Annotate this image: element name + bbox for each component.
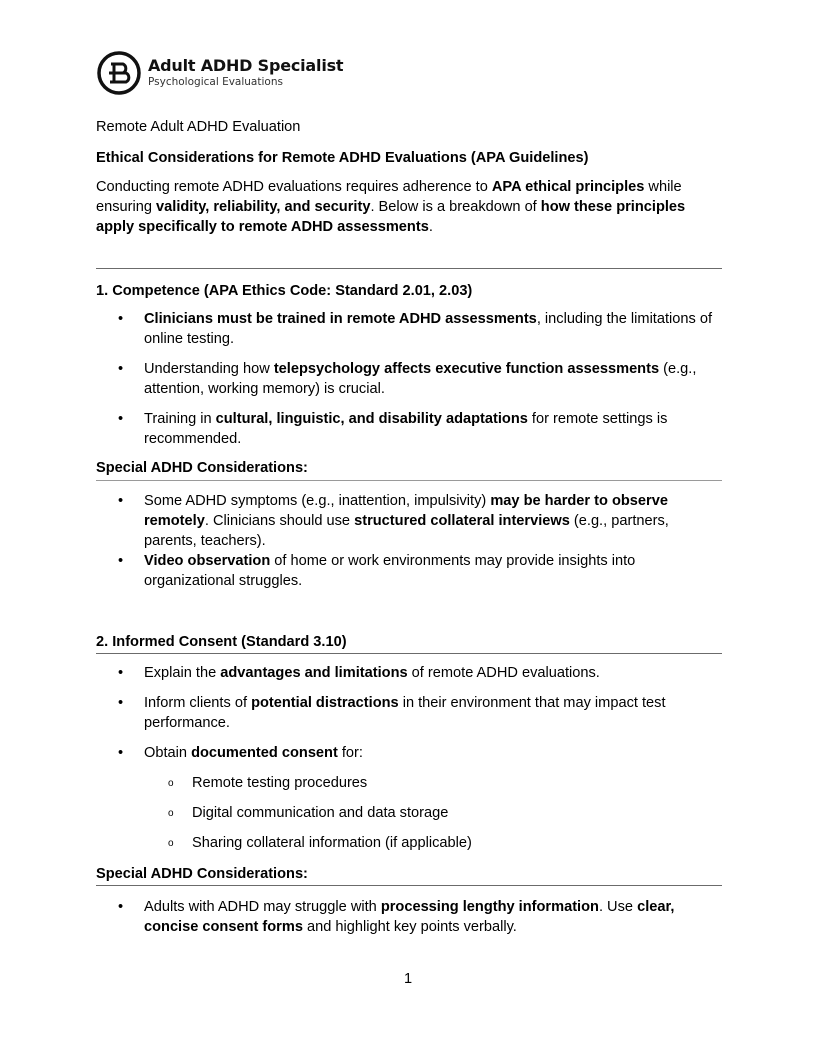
- document-title: Remote Adult ADHD Evaluation: [96, 119, 301, 135]
- special-considerations-list: [96, 897, 722, 937]
- list-item-text: [144, 899, 674, 935]
- text-run: , including the limitations of online testing.: [144, 311, 713, 347]
- text-run: while ensuring: [96, 179, 682, 215]
- hollow-bullet-icon: o: [168, 838, 174, 849]
- list-item: [96, 491, 722, 551]
- company-logo: [96, 48, 343, 98]
- bullet-icon: •: [118, 311, 124, 327]
- list-item: [96, 409, 722, 449]
- section-heading-competence: 1. Competence (APA Ethics Code: Standard 2.01, 2.03): [96, 283, 473, 299]
- logo-title: Adult ADHD Specialist: [148, 56, 344, 76]
- list-item: [96, 551, 722, 591]
- section-heading-informed-consent: 2. Informed Consent (Standard 3.10): [96, 634, 347, 650]
- text-run: . Below is a breakdown of: [370, 199, 541, 215]
- list-item: [96, 309, 722, 349]
- bullet-icon: •: [118, 411, 124, 427]
- text-run: of home or work environments may provide insights into organizational struggles.: [144, 553, 636, 589]
- text-run: (e.g., partners, parents, teachers).: [144, 513, 669, 549]
- bullet-icon: •: [118, 665, 124, 681]
- emphasis-text: validity, reliability, and security: [156, 199, 371, 215]
- emphasis-text: telepsychology affects executive function assessments: [273, 361, 660, 377]
- list-item-text: [144, 665, 600, 681]
- emphasis-text: cultural, linguistic, and disability adaptations: [215, 411, 528, 427]
- list-item: [96, 897, 722, 937]
- text-run: Training in: [144, 411, 216, 427]
- sub-list-item: [96, 773, 722, 793]
- bullet-icon: •: [118, 553, 124, 569]
- list-item: [96, 743, 722, 853]
- emphasis-text: may be harder to observe remotely: [144, 493, 668, 529]
- list-item-text: [144, 311, 712, 347]
- circled-monogram-logo-icon: [96, 50, 142, 96]
- section-divider: [96, 653, 722, 654]
- list-item: [96, 693, 722, 733]
- consent-sub-list: [96, 773, 722, 853]
- main-heading: Ethical Considerations for Remote ADHD Evaluations (APA Guidelines): [96, 150, 589, 166]
- special-considerations-heading: Special ADHD Considerations:: [96, 866, 308, 882]
- hollow-bullet-icon: o: [168, 778, 174, 789]
- page-number: 1: [403, 971, 413, 987]
- text-run: (e.g., attention, working memory) is crucial.: [144, 361, 697, 397]
- subsection-divider: [96, 480, 722, 481]
- emphasis-text: Clinicians must be trained in remote ADHD assessments: [144, 311, 537, 327]
- list-item-text: [144, 493, 669, 549]
- subsection-divider: [96, 885, 722, 886]
- list-item-text: [144, 745, 363, 761]
- sub-list-item: [96, 833, 722, 853]
- emphasis-text: APA ethical principles: [491, 179, 645, 195]
- list-item: [96, 663, 722, 683]
- text-run: Some ADHD symptoms (e.g., inattention, impulsivity): [144, 493, 491, 509]
- text-run: . Use: [598, 899, 638, 915]
- bullet-icon: •: [118, 899, 124, 915]
- text-run: and highlight key points verbally.: [302, 919, 517, 935]
- bullet-icon: •: [118, 695, 124, 711]
- text-run: in their environment that may impact test performance.: [144, 695, 666, 731]
- emphasis-text: how these principles apply specifically to remote ADHD assessments: [96, 199, 686, 235]
- intro-paragraph: [96, 177, 716, 237]
- bullet-icon: •: [118, 361, 124, 377]
- emphasis-text: advantages and limitations: [220, 665, 408, 681]
- text-run: Explain the: [144, 665, 221, 681]
- sub-list-item-text: Digital communication and data storage: [192, 805, 449, 821]
- competence-bullet-list: [96, 309, 722, 449]
- list-item-text: [144, 695, 666, 731]
- emphasis-text: processing lengthy information: [380, 899, 599, 915]
- emphasis-text: clear, concise consent forms: [144, 899, 675, 935]
- list-item-text: [144, 411, 667, 447]
- bullet-icon: •: [118, 493, 124, 509]
- text-run: of remote ADHD evaluations.: [407, 665, 600, 681]
- section-divider: [96, 268, 722, 269]
- text-run: Obtain: [144, 745, 192, 761]
- logo-subtitle: Psychological Evaluations: [148, 76, 283, 89]
- text-run: .: [428, 219, 433, 235]
- special-considerations-list: [96, 491, 722, 591]
- list-item-text: [144, 553, 635, 589]
- text-run: Conducting remote ADHD evaluations requires adherence to: [96, 179, 492, 195]
- text-run: Adults with ADHD may struggle with: [144, 899, 381, 915]
- bullet-icon: •: [118, 745, 124, 761]
- text-run: for remote settings is recommended.: [144, 411, 668, 447]
- special-considerations-heading: Special ADHD Considerations:: [96, 460, 308, 476]
- text-run: . Clinicians should use: [204, 513, 355, 529]
- emphasis-text: documented consent: [191, 745, 338, 761]
- list-item: [96, 359, 722, 399]
- list-item-text: [144, 361, 696, 397]
- emphasis-text: potential distractions: [251, 695, 399, 711]
- text-run: Understanding how: [144, 361, 274, 377]
- emphasis-text: Video observation: [144, 553, 271, 569]
- text-run: for:: [337, 745, 363, 761]
- text-run: Inform clients of: [144, 695, 252, 711]
- sub-list-item-text: Sharing collateral information (if applicable): [192, 835, 472, 851]
- informed-consent-bullet-list: [96, 663, 722, 853]
- emphasis-text: structured collateral interviews: [354, 513, 570, 529]
- sub-list-item-text: Remote testing procedures: [192, 775, 368, 791]
- sub-list-item: [96, 803, 722, 823]
- hollow-bullet-icon: o: [168, 808, 174, 819]
